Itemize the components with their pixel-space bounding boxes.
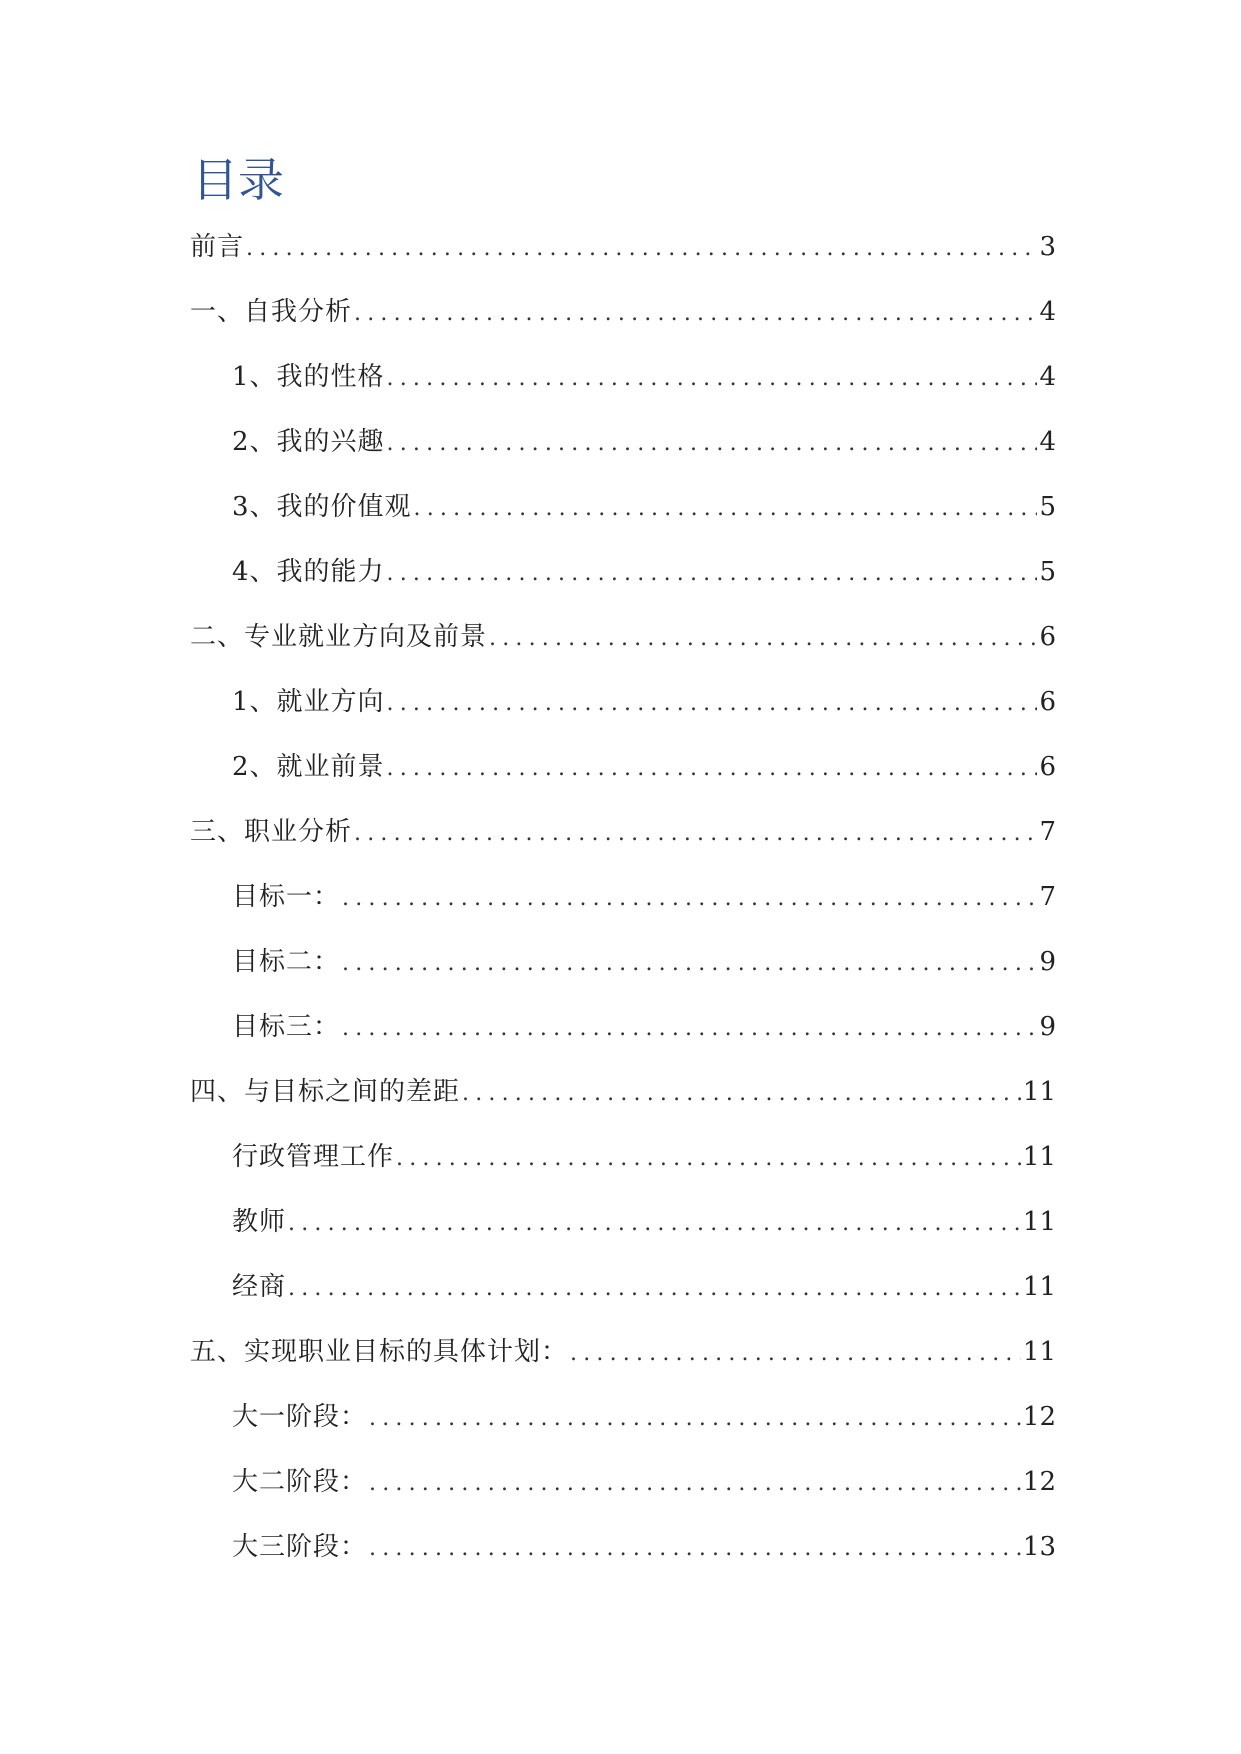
toc-leader-dots <box>288 1199 1021 1249</box>
toc-leader-dots <box>396 1134 1021 1184</box>
toc-entry[interactable] <box>190 222 1056 287</box>
toc-leader-dots <box>369 1524 1021 1574</box>
toc-entry-page: 6 <box>1039 752 1056 782</box>
toc-list <box>190 222 1056 1587</box>
toc-leader-dots <box>489 614 1037 664</box>
toc-leader-dots <box>354 809 1037 859</box>
toc-entry-text: 教师 <box>232 1207 287 1237</box>
toc-entry-text: 大一阶段： <box>232 1402 368 1432</box>
toc-leader-dots <box>387 419 1038 469</box>
toc-entry-text: 二、专业就业方向及前景 <box>190 622 488 652</box>
toc-entry[interactable] <box>190 1327 1056 1392</box>
toc-entry-page: 7 <box>1039 817 1056 847</box>
toc-entry-page: 11 <box>1022 1207 1056 1237</box>
toc-entry[interactable] <box>190 287 1056 352</box>
toc-leader-dots <box>387 744 1038 794</box>
toc-entry-page: 6 <box>1039 687 1056 717</box>
toc-entry-text: 1、就业方向 <box>232 687 385 717</box>
toc-entry-page: 11 <box>1022 1272 1056 1302</box>
toc-entry-text: 2、就业前景 <box>232 752 385 782</box>
toc-entry[interactable] <box>190 352 1056 417</box>
toc-entry-page: 3 <box>1039 232 1056 262</box>
toc-entry[interactable] <box>190 1522 1056 1587</box>
toc-entry-page: 11 <box>1022 1077 1056 1107</box>
toc-entry[interactable] <box>190 417 1056 482</box>
toc-entry-text: 2、我的兴趣 <box>232 427 385 457</box>
toc-entry[interactable] <box>190 807 1056 872</box>
toc-leader-dots <box>387 354 1038 404</box>
toc-entry[interactable] <box>190 742 1056 807</box>
toc-leader-dots <box>342 939 1037 989</box>
toc-entry-text: 五、实现职业目标的具体计划： <box>190 1337 569 1367</box>
toc-entry-page: 5 <box>1039 492 1056 522</box>
toc-leader-dots <box>246 224 1037 274</box>
toc-entry[interactable] <box>190 1002 1056 1067</box>
toc-entry-page: 11 <box>1022 1337 1056 1367</box>
toc-leader-dots <box>369 1394 1021 1444</box>
toc-leader-dots <box>342 1004 1037 1054</box>
toc-entry-page: 11 <box>1022 1142 1056 1172</box>
toc-entry-text: 经商 <box>232 1272 287 1302</box>
toc-entry[interactable] <box>190 1457 1056 1522</box>
toc-entry-text: 三、职业分析 <box>190 817 353 847</box>
toc-entry[interactable] <box>190 872 1056 937</box>
toc-entry-text: 1、我的性格 <box>232 362 385 392</box>
toc-entry[interactable] <box>190 1262 1056 1327</box>
toc-entry-page: 7 <box>1039 882 1056 912</box>
toc-entry-text: 大三阶段： <box>232 1532 368 1562</box>
toc-entry[interactable] <box>190 937 1056 1002</box>
toc-leader-dots <box>342 874 1037 924</box>
toc-entry[interactable] <box>190 1392 1056 1457</box>
toc-entry-page: 9 <box>1039 947 1056 977</box>
toc-entry-page: 9 <box>1039 1012 1056 1042</box>
toc-entry-page: 4 <box>1039 362 1056 392</box>
toc-entry-text: 一、自我分析 <box>190 297 353 327</box>
toc-entry-text: 目标一： <box>232 882 341 912</box>
toc-entry-text: 目标二： <box>232 947 341 977</box>
toc-entry-page: 13 <box>1022 1532 1056 1562</box>
toc-entry[interactable] <box>190 547 1056 612</box>
toc-entry[interactable] <box>190 612 1056 677</box>
toc-entry-page: 12 <box>1022 1402 1056 1432</box>
toc-entry-page: 12 <box>1022 1467 1056 1497</box>
toc-entry-page: 4 <box>1039 297 1056 327</box>
toc-leader-dots <box>414 484 1038 534</box>
toc-entry[interactable] <box>190 482 1056 547</box>
toc-leader-dots <box>354 289 1037 339</box>
toc-entry-text: 大二阶段： <box>232 1467 368 1497</box>
toc-leader-dots <box>387 679 1038 729</box>
toc-leader-dots <box>288 1264 1021 1314</box>
toc-entry[interactable] <box>190 1067 1056 1132</box>
toc-leader-dots <box>570 1329 1021 1379</box>
toc-title: 目录 <box>192 153 284 207</box>
toc-entry-text: 四、与目标之间的差距 <box>190 1077 461 1107</box>
toc-leader-dots <box>369 1459 1021 1509</box>
toc-entry[interactable] <box>190 1197 1056 1262</box>
toc-leader-dots <box>387 549 1038 599</box>
toc-entry-text: 3、我的价值观 <box>232 492 412 522</box>
toc-entry-page: 6 <box>1039 622 1056 652</box>
toc-entry-page: 4 <box>1039 427 1056 457</box>
toc-entry-text: 前言 <box>190 232 245 262</box>
toc-entry-page: 5 <box>1039 557 1056 587</box>
toc-entry-text: 4、我的能力 <box>232 557 385 587</box>
toc-leader-dots <box>462 1069 1021 1119</box>
toc-entry-text: 目标三： <box>232 1012 341 1042</box>
toc-entry[interactable] <box>190 1132 1056 1197</box>
toc-entry[interactable] <box>190 677 1056 742</box>
toc-entry-text: 行政管理工作 <box>232 1142 395 1172</box>
